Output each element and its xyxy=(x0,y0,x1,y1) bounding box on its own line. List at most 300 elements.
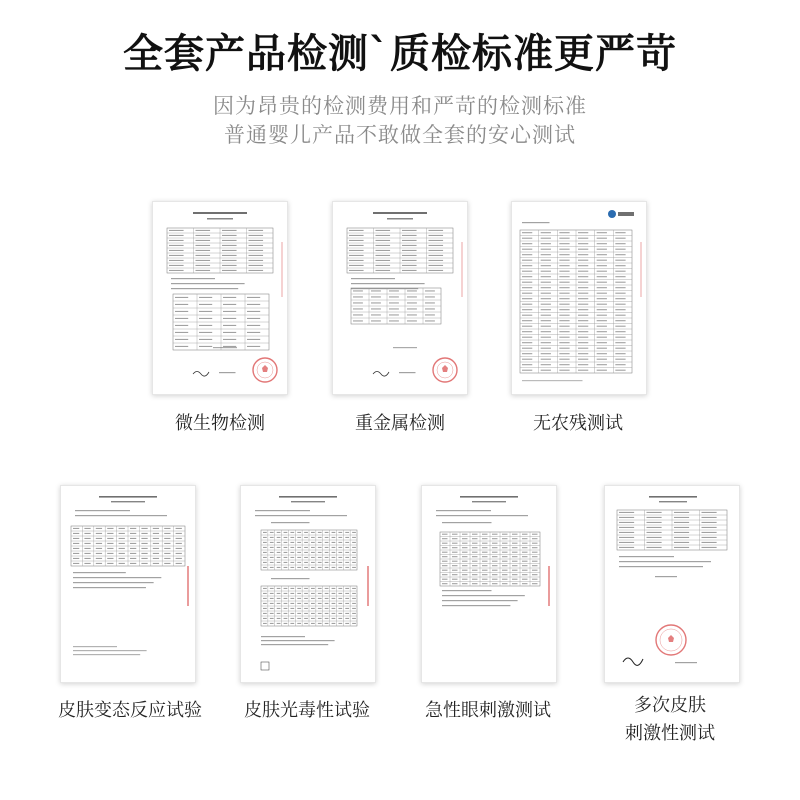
report-page-microbial xyxy=(153,202,287,394)
cell-text xyxy=(597,298,607,299)
cell-text xyxy=(522,556,528,557)
cell-text xyxy=(402,240,417,241)
cell-text xyxy=(175,318,188,319)
text-line xyxy=(351,283,425,284)
report-page-heavy-metal xyxy=(333,202,467,394)
cell-text xyxy=(311,618,315,619)
cell-text xyxy=(338,613,342,614)
cell-text xyxy=(164,553,170,554)
cell-text xyxy=(352,608,356,609)
cell-text xyxy=(107,548,113,549)
cell-text xyxy=(472,583,478,584)
cell-text xyxy=(345,608,349,609)
cell-text xyxy=(702,532,717,533)
cell-text xyxy=(284,567,288,568)
cell-text xyxy=(425,290,435,291)
cell-text xyxy=(290,552,294,553)
cell-text xyxy=(597,276,607,277)
cell-text xyxy=(290,567,294,568)
text-line xyxy=(73,654,140,655)
cell-text xyxy=(578,271,588,272)
cell-text xyxy=(597,304,607,305)
cell-text xyxy=(338,623,342,624)
cell-text xyxy=(270,547,274,548)
cell-text xyxy=(304,608,308,609)
cell-text xyxy=(297,567,301,568)
cell-text xyxy=(371,320,381,321)
seal-star xyxy=(262,365,268,372)
cell-text xyxy=(578,320,588,321)
cell-text xyxy=(338,557,342,558)
cell-text xyxy=(597,326,607,327)
cell-text xyxy=(522,320,532,321)
cell-text xyxy=(578,243,588,244)
cell-text xyxy=(119,528,125,529)
cell-text xyxy=(352,547,356,548)
cell-text xyxy=(559,287,569,288)
cell-text xyxy=(597,320,607,321)
cell-text xyxy=(130,538,136,539)
cell-text xyxy=(429,245,444,246)
cell-text xyxy=(290,618,294,619)
cell-text xyxy=(559,293,569,294)
cell-text xyxy=(141,528,147,529)
cell-text xyxy=(175,297,188,298)
cell-text xyxy=(352,557,356,558)
cell-text xyxy=(615,331,625,332)
cell-text xyxy=(502,561,508,562)
cell-text xyxy=(349,260,364,261)
cell-text xyxy=(442,574,448,575)
cell-text xyxy=(284,547,288,548)
cell-text xyxy=(559,271,569,272)
text-line xyxy=(442,595,525,596)
caption-line: 皮肤变态反应试验 xyxy=(58,700,202,721)
cell-text xyxy=(482,561,488,562)
cell-text xyxy=(512,579,518,580)
cell-text xyxy=(619,512,634,513)
cell-text xyxy=(522,315,532,316)
cell-text xyxy=(107,563,113,564)
caption-microbial xyxy=(140,410,300,438)
cell-text xyxy=(429,265,444,266)
cell-text xyxy=(492,574,498,575)
cell-text xyxy=(541,320,551,321)
cell-text xyxy=(325,588,329,589)
cell-text xyxy=(578,304,588,305)
report-title xyxy=(460,496,518,498)
cell-text xyxy=(353,314,363,315)
cell-text xyxy=(597,337,607,338)
cell-text xyxy=(290,537,294,538)
cell-text xyxy=(297,537,301,538)
cell-text xyxy=(615,265,625,266)
cell-text xyxy=(442,583,448,584)
cell-text xyxy=(277,542,281,543)
cell-text xyxy=(452,574,458,575)
cell-text xyxy=(615,260,625,261)
cell-text xyxy=(290,547,294,548)
cell-text xyxy=(73,558,79,559)
cell-text xyxy=(338,603,342,604)
cell-text xyxy=(153,543,159,544)
cell-text xyxy=(223,304,236,305)
report-image-heavy-metal xyxy=(332,201,468,395)
cell-text xyxy=(376,255,391,256)
text-line xyxy=(619,556,674,557)
cell-text xyxy=(647,532,662,533)
cell-text xyxy=(284,623,288,624)
cell-text xyxy=(559,282,569,283)
cell-text xyxy=(462,547,468,548)
cell-text xyxy=(615,364,625,365)
cell-text xyxy=(352,613,356,614)
cell-text xyxy=(297,618,301,619)
cell-text xyxy=(270,593,274,594)
cell-text xyxy=(318,593,322,594)
cell-text xyxy=(559,298,569,299)
cell-text xyxy=(290,532,294,533)
cell-text xyxy=(263,532,267,533)
cell-text xyxy=(247,311,260,312)
cell-text xyxy=(407,308,417,309)
cell-text xyxy=(541,309,551,310)
cell-text xyxy=(402,260,417,261)
cell-text xyxy=(96,553,102,554)
cell-text xyxy=(164,558,170,559)
report-page-repeated-skin-irritation xyxy=(605,486,739,682)
cell-text xyxy=(311,542,315,543)
text-line xyxy=(442,590,492,591)
cell-text xyxy=(559,309,569,310)
cell-text xyxy=(297,588,301,589)
cell-text xyxy=(73,553,79,554)
cell-text xyxy=(532,583,538,584)
cell-text xyxy=(472,543,478,544)
caption-line: 重金属检测 xyxy=(355,413,445,434)
cell-text xyxy=(107,558,113,559)
cell-text xyxy=(702,542,717,543)
cell-text xyxy=(615,348,625,349)
cell-text xyxy=(119,548,125,549)
cell-text xyxy=(290,598,294,599)
cell-text xyxy=(532,538,538,539)
cell-text xyxy=(349,255,364,256)
cell-text xyxy=(345,532,349,533)
cell-text xyxy=(597,249,607,250)
cell-text xyxy=(304,623,308,624)
cell-text xyxy=(338,593,342,594)
cell-text xyxy=(512,543,518,544)
cell-text xyxy=(290,588,294,589)
cell-text xyxy=(153,553,159,554)
cell-text xyxy=(297,542,301,543)
cell-text xyxy=(345,618,349,619)
cell-text xyxy=(702,537,717,538)
cell-text xyxy=(284,557,288,558)
report-subtitle xyxy=(207,218,233,220)
cell-text xyxy=(176,533,182,534)
cell-text xyxy=(522,260,532,261)
cell-text xyxy=(277,618,281,619)
cell-text xyxy=(429,235,444,236)
cell-text xyxy=(196,255,211,256)
cell-text xyxy=(522,583,528,584)
cell-text xyxy=(247,304,260,305)
signature xyxy=(623,658,643,665)
cell-text xyxy=(578,287,588,288)
cell-text xyxy=(429,250,444,251)
text-line xyxy=(393,347,417,348)
cell-text xyxy=(153,548,159,549)
cell-text xyxy=(175,325,188,326)
cell-text xyxy=(502,534,508,535)
cell-text xyxy=(176,563,182,564)
cell-text xyxy=(304,542,308,543)
cell-text xyxy=(119,563,125,564)
cell-text xyxy=(277,613,281,614)
cell-text xyxy=(522,359,532,360)
cell-text xyxy=(277,598,281,599)
cell-text xyxy=(559,370,569,371)
cell-text xyxy=(619,532,634,533)
cell-text xyxy=(270,557,274,558)
cell-text xyxy=(597,243,607,244)
cell-text xyxy=(107,533,113,534)
cell-text xyxy=(462,561,468,562)
cell-text xyxy=(482,538,488,539)
cell-text xyxy=(222,255,237,256)
cell-text xyxy=(615,293,625,294)
cell-text xyxy=(559,238,569,239)
cell-text xyxy=(647,547,662,548)
cell-text xyxy=(349,245,364,246)
caption-skin-sensitization xyxy=(40,697,220,725)
cell-text xyxy=(175,311,188,312)
cell-text xyxy=(332,608,336,609)
cell-text xyxy=(402,250,417,251)
cell-text xyxy=(541,254,551,255)
cell-text xyxy=(407,296,417,297)
cell-text xyxy=(169,260,184,261)
cell-text xyxy=(141,538,147,539)
cell-text xyxy=(164,543,170,544)
cell-text xyxy=(130,528,136,529)
cell-text xyxy=(345,557,349,558)
cell-text xyxy=(164,528,170,529)
cell-text xyxy=(522,287,532,288)
edge-stamp xyxy=(281,242,283,297)
cell-text xyxy=(442,534,448,535)
cell-text xyxy=(247,297,260,298)
cell-text xyxy=(541,337,551,338)
cell-text xyxy=(442,556,448,557)
cell-text xyxy=(541,298,551,299)
cell-text xyxy=(597,254,607,255)
cell-text xyxy=(297,623,301,624)
text-line xyxy=(73,646,117,647)
cell-text xyxy=(223,332,236,333)
cell-text xyxy=(371,314,381,315)
cell-text xyxy=(597,260,607,261)
cell-text xyxy=(332,588,336,589)
caption-line: 多次皮肤 xyxy=(634,695,706,716)
cell-text xyxy=(199,318,212,319)
cell-text xyxy=(176,553,182,554)
cell-text xyxy=(277,593,281,594)
report-title xyxy=(373,212,427,214)
cell-text xyxy=(674,547,689,548)
cell-text xyxy=(597,232,607,233)
cell-text xyxy=(353,308,363,309)
cell-text xyxy=(512,534,518,535)
cell-text xyxy=(502,538,508,539)
cell-text xyxy=(263,562,267,563)
cell-text xyxy=(270,623,274,624)
cell-text xyxy=(223,311,236,312)
cell-text xyxy=(522,254,532,255)
cell-text xyxy=(559,353,569,354)
cell-text xyxy=(318,542,322,543)
cell-text xyxy=(222,235,237,236)
cell-text xyxy=(353,290,363,291)
cell-text xyxy=(297,608,301,609)
cell-text xyxy=(332,562,336,563)
cell-text xyxy=(482,583,488,584)
cell-text xyxy=(270,588,274,589)
cell-text xyxy=(522,282,532,283)
cell-text xyxy=(325,603,329,604)
report-image-eye-irritation xyxy=(421,485,557,683)
cell-text xyxy=(376,230,391,231)
text-line xyxy=(619,561,711,562)
cell-text xyxy=(522,348,532,349)
cell-text xyxy=(249,245,264,246)
cell-text xyxy=(263,588,267,589)
cell-text xyxy=(290,557,294,558)
cell-text xyxy=(290,603,294,604)
cell-text xyxy=(512,583,518,584)
cell-text xyxy=(352,618,356,619)
cell-text xyxy=(169,250,184,251)
cell-text xyxy=(249,260,264,261)
cell-text xyxy=(311,567,315,568)
cell-text xyxy=(522,249,532,250)
cell-text xyxy=(559,320,569,321)
text-line xyxy=(219,372,236,373)
cell-text xyxy=(311,537,315,538)
cell-text xyxy=(492,579,498,580)
cell-text xyxy=(277,603,281,604)
cell-text xyxy=(199,332,212,333)
cell-text xyxy=(223,339,236,340)
cell-text xyxy=(345,593,349,594)
cell-text xyxy=(311,532,315,533)
cell-text xyxy=(578,232,588,233)
cell-text xyxy=(522,298,532,299)
cell-text xyxy=(597,315,607,316)
cell-text xyxy=(311,562,315,563)
seal-star xyxy=(668,635,674,642)
text-line xyxy=(73,572,126,573)
cell-text xyxy=(442,565,448,566)
cell-text xyxy=(619,537,634,538)
cell-text xyxy=(502,547,508,548)
cell-text xyxy=(559,331,569,332)
cell-text xyxy=(541,243,551,244)
report-subtitle xyxy=(387,218,413,220)
cell-text xyxy=(532,547,538,548)
cell-text xyxy=(559,315,569,316)
cell-text xyxy=(325,557,329,558)
cell-text xyxy=(615,353,625,354)
cirs-logo-mark xyxy=(608,210,616,218)
cell-text xyxy=(263,537,267,538)
cell-text xyxy=(247,339,260,340)
cell-text xyxy=(130,548,136,549)
cell-text xyxy=(130,563,136,564)
cell-text xyxy=(541,331,551,332)
text-line xyxy=(675,662,697,663)
cell-text xyxy=(196,240,211,241)
cell-text xyxy=(263,618,267,619)
cell-text xyxy=(647,537,662,538)
cell-text xyxy=(345,567,349,568)
cell-text xyxy=(674,527,689,528)
cell-text xyxy=(371,302,381,303)
cell-text xyxy=(502,574,508,575)
cell-text xyxy=(304,532,308,533)
text-line xyxy=(271,578,310,579)
cell-text xyxy=(196,245,211,246)
cell-text xyxy=(284,537,288,538)
cell-text xyxy=(472,565,478,566)
cell-text xyxy=(647,512,662,513)
cell-text xyxy=(371,290,381,291)
cell-text xyxy=(376,270,391,271)
cell-text xyxy=(141,558,147,559)
cell-text xyxy=(325,562,329,563)
cell-text xyxy=(96,533,102,534)
cell-text xyxy=(119,533,125,534)
report-page-phototoxicity xyxy=(241,486,375,682)
cell-text xyxy=(304,588,308,589)
cell-text xyxy=(402,245,417,246)
cell-text xyxy=(371,296,381,297)
text-line xyxy=(73,582,154,583)
text-line xyxy=(522,380,583,381)
cell-text xyxy=(325,618,329,619)
cell-text xyxy=(304,603,308,604)
cell-text xyxy=(164,533,170,534)
cell-text xyxy=(492,556,498,557)
cell-text xyxy=(277,552,281,553)
text-line xyxy=(442,522,492,523)
cell-text xyxy=(512,570,518,571)
cell-text xyxy=(352,588,356,589)
cell-text xyxy=(284,562,288,563)
cell-text xyxy=(578,359,588,360)
cell-text xyxy=(615,238,625,239)
cell-text xyxy=(702,517,717,518)
cell-text xyxy=(332,557,336,558)
cell-text xyxy=(578,337,588,338)
caption-line: 无农残测试 xyxy=(533,413,623,434)
cell-text xyxy=(512,574,518,575)
cell-text xyxy=(130,558,136,559)
cell-text xyxy=(199,304,212,305)
cell-text xyxy=(338,588,342,589)
